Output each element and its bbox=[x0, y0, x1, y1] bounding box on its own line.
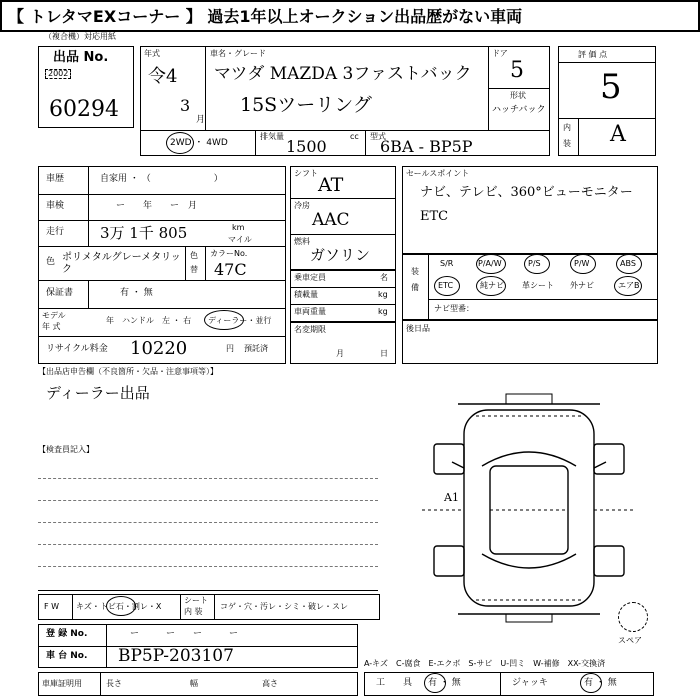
car-rear-right-wheel bbox=[594, 546, 624, 576]
equip-leather: 革シート bbox=[522, 281, 554, 290]
car-left-mirror bbox=[452, 462, 464, 468]
handle-value: ハンドル 左 ・ 右 bbox=[122, 316, 192, 325]
shift-label: シフト bbox=[294, 169, 318, 178]
jack-value: 有 ・ 無 bbox=[584, 678, 617, 688]
recycle-note: 預託済 bbox=[244, 344, 268, 353]
history-value: 自家用 ・ （ ） bbox=[100, 174, 223, 184]
namechange-day: 日 bbox=[380, 349, 388, 358]
model-year-unit: 年 bbox=[106, 316, 114, 325]
warranty-label: 保証書 bbox=[46, 288, 74, 298]
spare-label: スペア bbox=[618, 636, 642, 645]
car-diagram bbox=[418, 392, 640, 624]
circle-pw bbox=[570, 254, 596, 274]
header-title: 【 トレタマEXコーナー 】 過去1年以上オークション出品歴がない車両 bbox=[8, 7, 523, 26]
year-label: 年式 bbox=[144, 49, 160, 58]
registration-value: ー ー ー ー bbox=[130, 629, 239, 639]
car-rear-left-wheel bbox=[434, 546, 464, 576]
color-label: 色 bbox=[46, 257, 56, 267]
car-rear-window bbox=[482, 554, 576, 568]
after-goods-label: 後日品 bbox=[406, 324, 430, 333]
certificate-box bbox=[38, 672, 358, 696]
circle-etc bbox=[434, 276, 460, 296]
fuel-label: 燃料 bbox=[294, 237, 310, 246]
diagram-mark: A1 bbox=[444, 491, 459, 504]
rating-label: 評 価 点 bbox=[578, 50, 608, 59]
car-right-mirror bbox=[594, 462, 606, 468]
sales-line1: ナビ、テレビ、360°ビューモニター bbox=[420, 185, 633, 200]
circle-ps bbox=[524, 254, 550, 274]
recycle-label: リサイクル料金 bbox=[46, 344, 108, 354]
lot-number: 60294 bbox=[49, 97, 119, 122]
disp-value: 1500 bbox=[286, 137, 327, 156]
fuel-value: ガソリン bbox=[310, 246, 371, 264]
namechange-label: 名変期限 bbox=[294, 325, 326, 334]
interior-label-1: 内 bbox=[563, 123, 571, 132]
car-body-outline bbox=[464, 410, 594, 606]
navi-model-label: ナビ型番： bbox=[434, 304, 474, 313]
equip-navi: 純ナビ bbox=[480, 281, 504, 290]
seat-label-1: シート bbox=[184, 596, 208, 605]
color-change-1: 色 bbox=[190, 251, 198, 260]
namechange-month: 月 bbox=[336, 349, 344, 358]
jack-circle bbox=[580, 673, 602, 693]
year-value: 令4 bbox=[148, 66, 178, 87]
doors-value: 5 bbox=[510, 58, 524, 83]
car-windshield bbox=[482, 452, 576, 466]
mileage-label: 走行 bbox=[46, 227, 65, 237]
month-value: 3 bbox=[180, 96, 191, 115]
weight-unit: kg bbox=[378, 307, 388, 316]
sales-line2: ETC bbox=[420, 209, 449, 224]
history-label: 車歴 bbox=[46, 174, 65, 184]
equipment-label-2: 備 bbox=[411, 283, 419, 292]
form-subtitle: （複合機）対応用紙 bbox=[44, 32, 116, 41]
recycle-value: 10220 bbox=[130, 338, 188, 359]
warranty-value: 有 ・ 無 bbox=[120, 288, 153, 298]
declaration-value: ディーラー出品 bbox=[46, 384, 150, 402]
inspection-label: 車検 bbox=[46, 201, 65, 211]
car-rear-plate bbox=[506, 614, 552, 622]
registration-label: 登 録 No. bbox=[46, 629, 88, 639]
mileage-unit-mile: マイル bbox=[228, 235, 252, 244]
equip-pw: P/W bbox=[574, 259, 590, 268]
drive-value: 2WD ・ 4WD bbox=[170, 138, 228, 148]
disp-unit: cc bbox=[350, 132, 359, 141]
declaration-label: 【出品店申告欄（不良箇所・欠品・注意事項等）】 bbox=[38, 367, 218, 376]
inspector-label: 【検査員記入】 bbox=[38, 445, 94, 454]
import-value: ディーラー・並行 bbox=[208, 316, 272, 325]
spare-tire-icon bbox=[618, 602, 648, 632]
header-bar bbox=[0, 0, 700, 32]
fw-label: F W bbox=[44, 602, 60, 611]
equip-sr: S/R bbox=[440, 259, 454, 268]
disp-label: 排気量 bbox=[260, 132, 284, 141]
rating-score: 5 bbox=[600, 67, 622, 107]
model-year-label-1: モデル bbox=[42, 311, 66, 320]
certificate-length: 長さ bbox=[106, 679, 122, 688]
jack-label: ジャッキ bbox=[512, 678, 548, 688]
circle-paw bbox=[476, 254, 506, 274]
equip-airbag: エアB bbox=[618, 281, 640, 290]
drive-circle bbox=[166, 132, 194, 154]
certificate-height: 高さ bbox=[262, 679, 278, 688]
tools-value: 有 ・ 無 bbox=[428, 678, 461, 688]
interior-score: A bbox=[610, 122, 626, 147]
lot-box bbox=[38, 46, 134, 128]
sales-label: セールスポイント bbox=[406, 169, 470, 178]
circle-abs bbox=[616, 254, 642, 274]
car-front-left-wheel bbox=[434, 444, 464, 474]
model-year-label-2: 年 式 bbox=[42, 322, 61, 331]
color-no-label: カラーNo. bbox=[210, 249, 248, 258]
mileage-value: 3万 1千 805 bbox=[100, 224, 188, 242]
circle-navi bbox=[476, 276, 506, 296]
equip-paw: P/A/W bbox=[478, 259, 502, 268]
after-goods-box bbox=[402, 320, 658, 364]
month-unit: 月 bbox=[196, 115, 206, 125]
equipment-label-1: 装 bbox=[411, 267, 419, 276]
circle-airbag bbox=[614, 276, 642, 296]
name-label: 車名・グレード bbox=[210, 49, 266, 58]
fw-value: キズ・トビ石・割レ・X bbox=[76, 602, 162, 611]
inspection-value: ー 年 ー 月 bbox=[116, 201, 198, 211]
color-value: ポリメタルグレーメタリック bbox=[62, 252, 181, 275]
ac-label: 冷房 bbox=[294, 201, 310, 210]
seat-value: コゲ・穴・汚レ・シミ・破レ・スレ bbox=[220, 602, 348, 611]
interior-label-2: 装 bbox=[563, 139, 571, 148]
weight-label: 車両重量 bbox=[294, 307, 326, 316]
load-label: 積載量 bbox=[294, 290, 318, 299]
load-unit: kg bbox=[378, 290, 388, 299]
seat-label-2: 内 装 bbox=[184, 607, 203, 616]
lot-year-tag: 2002 bbox=[45, 69, 71, 79]
certificate-label: 車庫証明用 bbox=[42, 679, 82, 688]
riding-unit: 名 bbox=[380, 273, 388, 282]
shape-label: 形状 bbox=[510, 91, 526, 100]
lot-label: 出品 No. bbox=[53, 50, 109, 65]
color-no-value: 47C bbox=[214, 260, 247, 279]
chassis-value: BP5P-203107 bbox=[118, 646, 234, 666]
model-value: 6BA - BP5P bbox=[380, 137, 473, 156]
equip-ext-navi: 外ナビ bbox=[570, 281, 594, 290]
equip-abs: ABS bbox=[620, 259, 636, 268]
chassis-label: 車 台 No. bbox=[46, 651, 88, 661]
mileage-unit-km: km bbox=[232, 223, 245, 232]
riding-label: 乗車定員 bbox=[294, 273, 326, 282]
grade-value: 15Sツーリング bbox=[240, 94, 372, 116]
ac-value: AAC bbox=[312, 210, 350, 230]
shift-value: AT bbox=[318, 174, 344, 196]
equip-etc: ETC bbox=[438, 281, 454, 290]
tools-label: 工 具 bbox=[376, 678, 413, 688]
name-value: マツダ MAZDA 3ファストバック bbox=[214, 64, 472, 84]
car-front-right-wheel bbox=[594, 444, 624, 474]
shape-value: ハッチバック bbox=[492, 105, 546, 115]
car-front-grille bbox=[506, 394, 552, 404]
doors-label: ドア bbox=[492, 49, 508, 58]
tools-circle bbox=[424, 673, 446, 693]
certificate-width: 幅 bbox=[190, 679, 198, 688]
color-change-2: 替 bbox=[190, 265, 198, 274]
model-label: 型式 bbox=[370, 132, 386, 141]
import-circle bbox=[204, 310, 244, 330]
equip-ps: P/S bbox=[528, 259, 541, 268]
recycle-unit: 円 bbox=[226, 344, 234, 353]
damage-legend: A-キズ C-腐食 E-エクボ S-サビ U-凹ミ W-補修 XX-交換済 bbox=[364, 659, 606, 668]
fw-circle bbox=[106, 596, 136, 616]
